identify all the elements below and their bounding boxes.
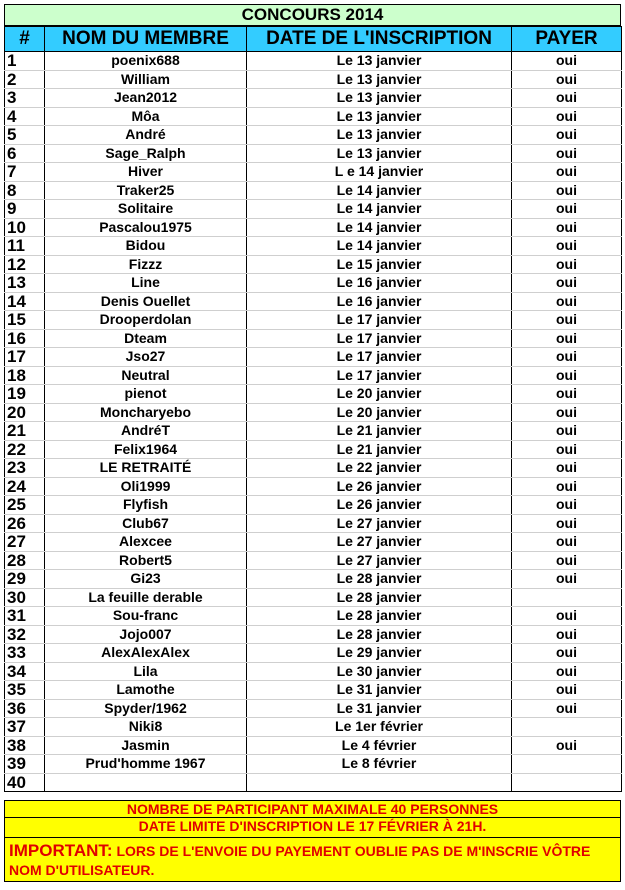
table-row	[5, 163, 622, 182]
table-row	[5, 699, 622, 718]
paid-status	[512, 755, 622, 774]
row-number: 5	[5, 126, 45, 145]
member-name: Moncharyebo	[45, 403, 247, 422]
registration-date: Le 14 janvier	[247, 218, 512, 237]
member-name: André	[45, 126, 247, 145]
member-name: Robert5	[45, 551, 247, 570]
registration-date: Le 21 janvier	[247, 440, 512, 459]
member-name: Jasmin	[45, 736, 247, 755]
sheet-title: CONCOURS 2014	[4, 4, 621, 26]
member-name: Hiver	[45, 163, 247, 182]
table-row	[5, 107, 622, 126]
paid-status: oui	[512, 311, 622, 330]
registration-date: Le 31 janvier	[247, 699, 512, 718]
member-name: Sou-franc	[45, 607, 247, 626]
registration-date: Le 16 janvier	[247, 292, 512, 311]
paid-status	[512, 588, 622, 607]
row-number: 28	[5, 551, 45, 570]
table-row	[5, 588, 622, 607]
registration-date: Le 8 février	[247, 755, 512, 774]
member-name: Niki8	[45, 718, 247, 737]
member-name: Jso27	[45, 348, 247, 367]
registration-date: Le 28 janvier	[247, 588, 512, 607]
row-number: 10	[5, 218, 45, 237]
member-name: Oli1999	[45, 477, 247, 496]
row-number: 27	[5, 533, 45, 552]
registration-date: Le 26 janvier	[247, 477, 512, 496]
table-row	[5, 52, 622, 71]
row-number: 18	[5, 366, 45, 385]
table-row	[5, 255, 622, 274]
member-name: Line	[45, 274, 247, 293]
paid-status: oui	[512, 348, 622, 367]
paid-status: oui	[512, 329, 622, 348]
table-row	[5, 718, 622, 737]
member-name: Jean2012	[45, 89, 247, 108]
row-number: 20	[5, 403, 45, 422]
header-registration-date: DATE DE L'INSCRIPTION	[247, 27, 512, 52]
table-row	[5, 440, 622, 459]
registration-date: Le 4 février	[247, 736, 512, 755]
registration-date: Le 14 janvier	[247, 237, 512, 256]
table-row	[5, 218, 622, 237]
registration-date: Le 13 janvier	[247, 89, 512, 108]
member-name: La feuille derable	[45, 588, 247, 607]
member-name: Solitaire	[45, 200, 247, 219]
table-row	[5, 514, 622, 533]
table-row	[5, 533, 622, 552]
table-row	[5, 70, 622, 89]
registration-date: Le 13 janvier	[247, 126, 512, 145]
row-number: 30	[5, 588, 45, 607]
row-number: 16	[5, 329, 45, 348]
registration-date: Le 27 janvier	[247, 533, 512, 552]
table-row	[5, 366, 622, 385]
member-name: Neutral	[45, 366, 247, 385]
member-name: Prud'homme 1967	[45, 755, 247, 774]
table-row	[5, 551, 622, 570]
registration-date: Le 14 janvier	[247, 200, 512, 219]
registration-rows	[5, 52, 622, 792]
registration-date: L e 14 janvier	[247, 163, 512, 182]
registration-date: Le 26 janvier	[247, 496, 512, 515]
row-number: 32	[5, 625, 45, 644]
table-row	[5, 311, 622, 330]
paid-status: oui	[512, 237, 622, 256]
paid-status: oui	[512, 144, 622, 163]
table-row	[5, 274, 622, 293]
paid-status: oui	[512, 570, 622, 589]
registration-date: Le 13 janvier	[247, 70, 512, 89]
member-name: LE RETRAITÉ	[45, 459, 247, 478]
member-name: Club67	[45, 514, 247, 533]
registration-date: Le 28 janvier	[247, 625, 512, 644]
row-number: 36	[5, 699, 45, 718]
row-number: 2	[5, 70, 45, 89]
paid-status: oui	[512, 89, 622, 108]
paid-status: oui	[512, 496, 622, 515]
row-number: 25	[5, 496, 45, 515]
row-number: 29	[5, 570, 45, 589]
member-name: Drooperdolan	[45, 311, 247, 330]
important-notice	[4, 838, 621, 882]
paid-status: oui	[512, 163, 622, 182]
member-name: Spyder/1962	[45, 699, 247, 718]
paid-status: oui	[512, 644, 622, 663]
member-name: Dteam	[45, 329, 247, 348]
registration-date: Le 17 janvier	[247, 348, 512, 367]
table-row	[5, 755, 622, 774]
table-row	[5, 144, 622, 163]
paid-status: oui	[512, 477, 622, 496]
row-number: 1	[5, 52, 45, 71]
row-number: 3	[5, 89, 45, 108]
paid-status: oui	[512, 422, 622, 441]
row-number: 9	[5, 200, 45, 219]
paid-status: oui	[512, 440, 622, 459]
registration-date: Le 28 janvier	[247, 607, 512, 626]
table-row	[5, 403, 622, 422]
paid-status: oui	[512, 662, 622, 681]
registration-date: Le 27 janvier	[247, 514, 512, 533]
table-row	[5, 681, 622, 700]
table-row	[5, 459, 622, 478]
paid-status: oui	[512, 70, 622, 89]
header-number: #	[5, 27, 45, 52]
registration-date: Le 20 janvier	[247, 403, 512, 422]
table-row	[5, 736, 622, 755]
paid-status	[512, 773, 622, 792]
registration-date: Le 17 janvier	[247, 311, 512, 330]
row-number: 13	[5, 274, 45, 293]
paid-status: oui	[512, 681, 622, 700]
contest-sheet	[4, 4, 621, 882]
paid-status: oui	[512, 181, 622, 200]
paid-status: oui	[512, 385, 622, 404]
row-number: 34	[5, 662, 45, 681]
row-number: 35	[5, 681, 45, 700]
row-number: 12	[5, 255, 45, 274]
header-paid: PAYER	[512, 27, 622, 52]
registration-date: Le 31 janvier	[247, 681, 512, 700]
member-name: Denis Ouellet	[45, 292, 247, 311]
registration-date: Le 15 janvier	[247, 255, 512, 274]
registration-date: Le 20 janvier	[247, 385, 512, 404]
row-number: 8	[5, 181, 45, 200]
paid-status: oui	[512, 218, 622, 237]
member-name: Pascalou1975	[45, 218, 247, 237]
row-number: 7	[5, 163, 45, 182]
registration-date: Le 13 janvier	[247, 144, 512, 163]
member-name: Fizzz	[45, 255, 247, 274]
member-name	[45, 773, 247, 792]
registration-date: Le 27 janvier	[247, 551, 512, 570]
table-row	[5, 625, 622, 644]
registration-date: Le 22 janvier	[247, 459, 512, 478]
table-row	[5, 477, 622, 496]
table-row	[5, 570, 622, 589]
registration-date: Le 1er février	[247, 718, 512, 737]
paid-status: oui	[512, 736, 622, 755]
paid-status: oui	[512, 52, 622, 71]
row-number: 11	[5, 237, 45, 256]
member-name: Flyfish	[45, 496, 247, 515]
header-row	[5, 27, 622, 52]
member-name: poenix688	[45, 52, 247, 71]
table-row	[5, 89, 622, 108]
table-row	[5, 385, 622, 404]
row-number: 22	[5, 440, 45, 459]
paid-status: oui	[512, 607, 622, 626]
paid-status: oui	[512, 292, 622, 311]
member-name: Bidou	[45, 237, 247, 256]
registration-date: Le 28 janvier	[247, 570, 512, 589]
member-name: pienot	[45, 385, 247, 404]
registration-date: Le 13 janvier	[247, 52, 512, 71]
member-name: AlexAlexAlex	[45, 644, 247, 663]
row-number: 4	[5, 107, 45, 126]
row-number: 14	[5, 292, 45, 311]
table-row	[5, 329, 622, 348]
paid-status	[512, 718, 622, 737]
row-number: 31	[5, 607, 45, 626]
member-name: Lila	[45, 662, 247, 681]
row-number: 37	[5, 718, 45, 737]
table-row	[5, 348, 622, 367]
paid-status: oui	[512, 403, 622, 422]
paid-status: oui	[512, 699, 622, 718]
table-row	[5, 773, 622, 792]
paid-status: oui	[512, 551, 622, 570]
row-number: 40	[5, 773, 45, 792]
paid-status: oui	[512, 459, 622, 478]
table-row	[5, 181, 622, 200]
registration-date: Le 16 janvier	[247, 274, 512, 293]
header-member-name: NOM DU MEMBRE	[45, 27, 247, 52]
paid-status: oui	[512, 107, 622, 126]
member-name: Lamothe	[45, 681, 247, 700]
member-name: AndréT	[45, 422, 247, 441]
registration-date: Le 13 janvier	[247, 107, 512, 126]
paid-status: oui	[512, 533, 622, 552]
registration-date: Le 17 janvier	[247, 329, 512, 348]
table-row	[5, 496, 622, 515]
table-row	[5, 237, 622, 256]
row-number: 26	[5, 514, 45, 533]
member-name: Alexcee	[45, 533, 247, 552]
row-number: 15	[5, 311, 45, 330]
table-row	[5, 662, 622, 681]
row-number: 21	[5, 422, 45, 441]
paid-status: oui	[512, 200, 622, 219]
paid-status: oui	[512, 625, 622, 644]
table-row	[5, 126, 622, 145]
member-name: Felix1964	[45, 440, 247, 459]
paid-status: oui	[512, 126, 622, 145]
row-number: 33	[5, 644, 45, 663]
row-number: 38	[5, 736, 45, 755]
registration-date: Le 17 janvier	[247, 366, 512, 385]
table-row	[5, 644, 622, 663]
member-name: Traker25	[45, 181, 247, 200]
important-text: LORS DE L'ENVOIE DU PAYEMENT OUBLIE PAS DE M'INSCRIE VÔTRE NOM D'UTILISATEUR.	[9, 843, 591, 878]
table-row	[5, 200, 622, 219]
registration-date: Le 29 janvier	[247, 644, 512, 663]
row-number: 23	[5, 459, 45, 478]
row-number: 6	[5, 144, 45, 163]
paid-status: oui	[512, 255, 622, 274]
registration-date: Le 14 janvier	[247, 181, 512, 200]
row-number: 17	[5, 348, 45, 367]
paid-status: oui	[512, 274, 622, 293]
row-number: 39	[5, 755, 45, 774]
table-row	[5, 292, 622, 311]
registration-date	[247, 773, 512, 792]
registration-date: Le 21 janvier	[247, 422, 512, 441]
deadline-notice: DATE LIMITE D'INSCRIPTION LE 17 FÉVRIER À 21H.	[4, 818, 621, 838]
registration-table	[4, 26, 622, 792]
member-name: Jojo007	[45, 625, 247, 644]
row-number: 19	[5, 385, 45, 404]
max-participants-notice: NOMBRE DE PARTICIPANT MAXIMALE 40 PERSONNES	[4, 800, 621, 818]
paid-status: oui	[512, 514, 622, 533]
table-row	[5, 607, 622, 626]
member-name: Sage_Ralph	[45, 144, 247, 163]
important-label: IMPORTANT:	[9, 841, 113, 860]
member-name: William	[45, 70, 247, 89]
registration-date: Le 30 janvier	[247, 662, 512, 681]
member-name: Gi23	[45, 570, 247, 589]
paid-status: oui	[512, 366, 622, 385]
row-number: 24	[5, 477, 45, 496]
member-name: Môa	[45, 107, 247, 126]
table-row	[5, 422, 622, 441]
